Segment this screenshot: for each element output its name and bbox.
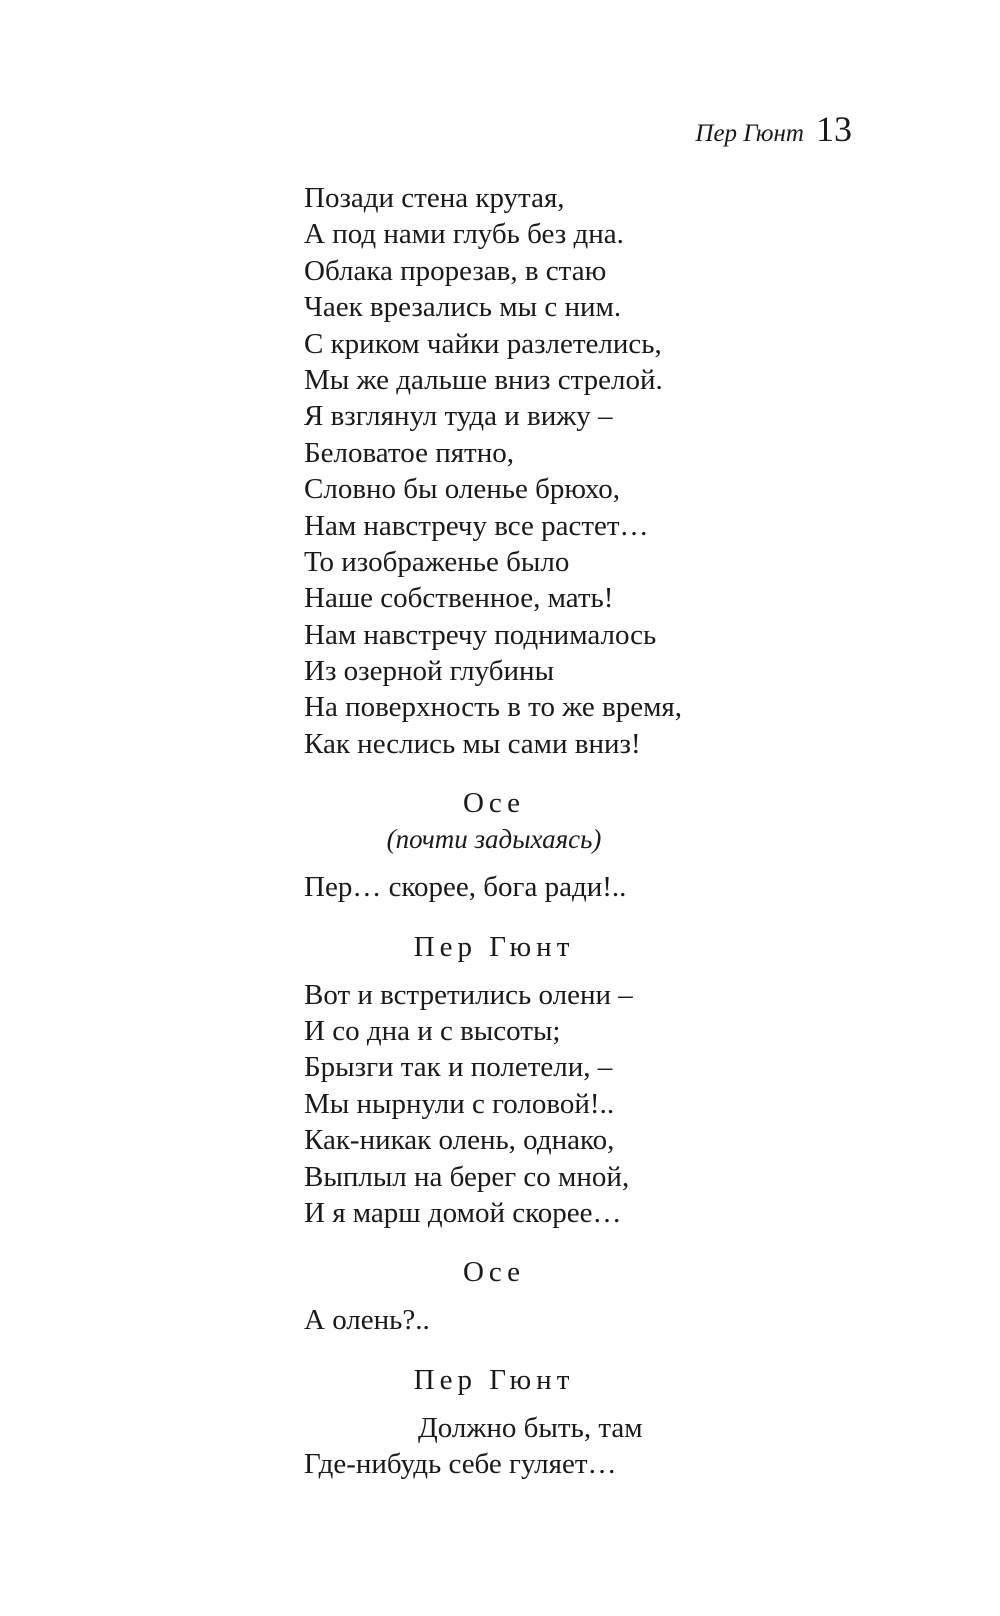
verse-line: На поверхность в то же время, [304, 691, 683, 724]
verse-line: Я взглянул туда и вижу – [304, 400, 613, 433]
verse-line: Мы же дальше вниз стрелой. [304, 363, 663, 396]
page-body [304, 180, 864, 1483]
verse-line: Где-нибудь себе гуляет… [304, 1448, 617, 1481]
speaker-name-per-gynt: Пер Гюнт [413, 1363, 575, 1396]
speaker-name-per-gynt: Пер Гюнт [413, 930, 575, 963]
verse-stanza-2 [304, 977, 864, 1232]
verse-line: Вот и встретились олени – [304, 978, 633, 1011]
verse-line: Нам навстречу все растет… [304, 509, 649, 542]
speaker-name-ose: Осе [462, 1256, 526, 1289]
verse-line: Пер… скорее, бога ради!.. [304, 871, 627, 904]
verse-line: А олень?.. [304, 1304, 430, 1337]
running-head [695, 108, 852, 150]
stage-direction: (почти задыхаясь) [386, 824, 602, 855]
verse-line: Позади стена крутая, [304, 182, 565, 214]
verse-line: Из озерной глубины [304, 655, 555, 688]
verse-line: Брызги так и полетели, – [304, 1051, 613, 1084]
verse-line: Мы нырнули с головой!.. [304, 1087, 615, 1120]
verse-line: Как неслись мы сами вниз! [304, 727, 641, 760]
verse-line: То изображенье было [304, 545, 570, 578]
page-number: 13 [816, 109, 852, 149]
speaker-name-ose: Осе [462, 787, 526, 820]
verse-stanza-3 [304, 1410, 864, 1483]
verse-line: Как-никак олень, однако, [304, 1124, 615, 1157]
verse-line: И я марш домой скорее… [304, 1196, 622, 1229]
verse-line: Наше собственное, мать! [304, 582, 614, 615]
verse-line: С криком чайки разлетелись, [304, 327, 662, 360]
verse-line: Чаек врезались мы с ним. [304, 291, 622, 324]
verse-line: Словно бы оленье брюхо, [304, 473, 621, 506]
verse-line-indented: Должно быть, там [418, 1411, 643, 1444]
verse-line: Облака прорезав, в стаю [304, 254, 607, 287]
verse-line: Выплыл на берег со мной, [304, 1160, 630, 1193]
verse-line: И со дна и с высоты; [304, 1015, 561, 1048]
verse-stanza-1 [304, 180, 864, 762]
verse-line: Беловатое пятно, [304, 436, 514, 469]
verse-line: А под нами глубь без дна. [304, 218, 624, 251]
verse-line: Нам навстречу поднималось [304, 618, 657, 651]
running-title: Пер Гюнт [695, 120, 804, 147]
